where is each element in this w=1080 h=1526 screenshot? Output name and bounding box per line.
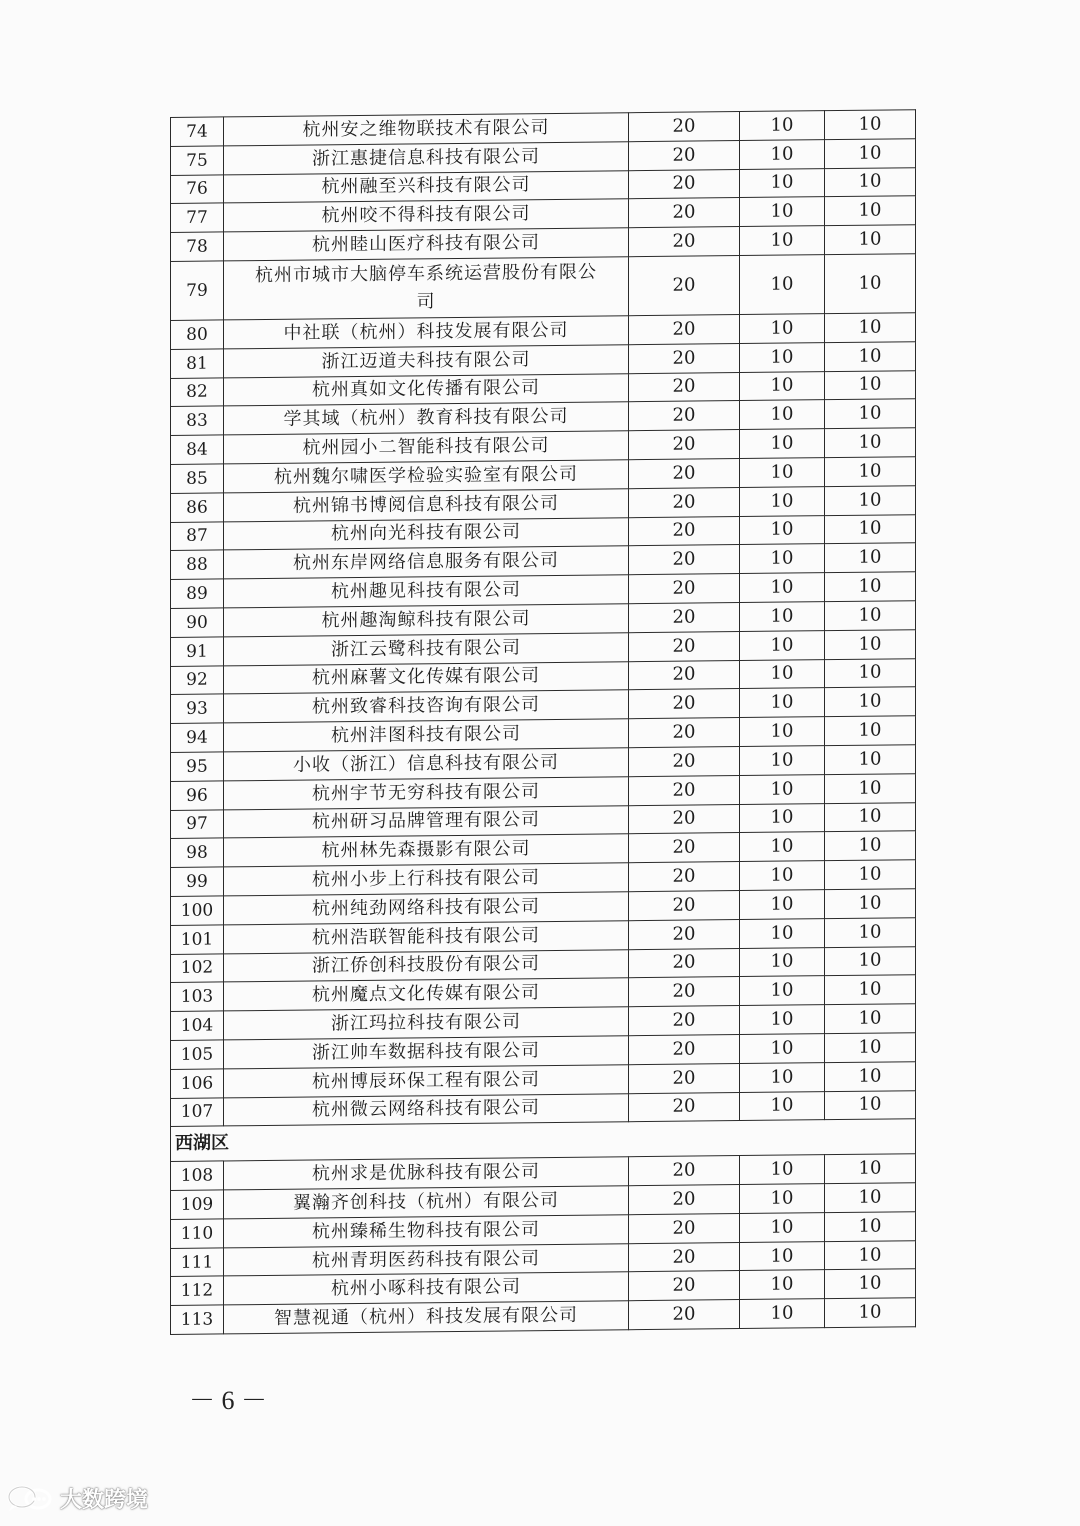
value-b: 10	[740, 168, 825, 198]
company-name: 杭州浩联智能科技有限公司	[224, 920, 629, 953]
company-name: 杭州微云网络科技有限公司	[224, 1093, 629, 1126]
company-name: 杭州求是优脉科技有限公司	[224, 1157, 629, 1190]
value-c: 10	[825, 110, 916, 140]
value-b: 10	[740, 890, 825, 920]
value-b: 10	[740, 573, 825, 603]
value-b: 10	[740, 255, 825, 315]
company-name: 智慧视通（杭州）科技发展有限公司	[224, 1301, 629, 1334]
value-c: 10	[825, 167, 916, 197]
company-name: 杭州趣见科技有限公司	[224, 575, 629, 608]
value-c: 10	[825, 1240, 916, 1270]
company-name: 杭州纯劲网络科技有限公司	[224, 892, 629, 925]
value-a: 20	[629, 833, 740, 863]
value-b: 10	[740, 602, 825, 632]
value-a: 20	[629, 1063, 740, 1093]
value-c: 10	[825, 1033, 916, 1063]
row-number: 113	[171, 1305, 224, 1334]
value-c: 10	[825, 1183, 916, 1213]
value-a: 20	[629, 775, 740, 805]
value-b: 10	[740, 111, 825, 141]
value-b: 10	[740, 1241, 825, 1271]
value-a: 20	[629, 1092, 740, 1122]
company-name: 杭州趣淘鲸科技有限公司	[224, 604, 629, 637]
value-b: 10	[740, 1062, 825, 1092]
value-b: 10	[740, 717, 825, 747]
row-number: 75	[171, 146, 224, 175]
row-number: 74	[171, 117, 224, 146]
value-c: 10	[825, 658, 916, 688]
value-a: 20	[629, 372, 740, 402]
value-a: 20	[629, 1156, 740, 1186]
row-number: 108	[171, 1161, 224, 1190]
value-c: 10	[825, 601, 916, 631]
company-name: 杭州东岸网络信息服务有限公司	[224, 546, 629, 579]
value-c: 10	[825, 428, 916, 458]
value-b: 10	[740, 659, 825, 689]
company-name: 杭州真如文化传播有限公司	[224, 373, 629, 406]
value-a: 20	[629, 1271, 740, 1301]
company-name: 杭州臻稀生物科技有限公司	[224, 1215, 629, 1248]
row-number: 76	[171, 175, 224, 204]
value-c: 10	[825, 138, 916, 168]
value-c: 10	[825, 1004, 916, 1034]
row-number: 107	[171, 1097, 224, 1126]
row-number: 87	[171, 522, 224, 551]
row-number: 89	[171, 579, 224, 608]
value-b: 10	[740, 688, 825, 718]
value-b: 10	[740, 1270, 825, 1300]
value-b: 10	[740, 976, 825, 1006]
value-c: 10	[825, 1298, 916, 1328]
company-name: 杭州小步上行科技有限公司	[224, 863, 629, 896]
value-b: 10	[740, 1213, 825, 1243]
value-a: 20	[629, 516, 740, 546]
company-name: 杭州魏尔啸医学检验实验室有限公司	[224, 460, 629, 493]
row-number: 109	[171, 1190, 224, 1219]
row-number: 104	[171, 1011, 224, 1040]
row-number: 101	[171, 925, 224, 954]
value-b: 10	[740, 400, 825, 430]
value-b: 10	[740, 630, 825, 660]
value-a: 20	[629, 1185, 740, 1215]
row-number: 97	[171, 809, 224, 838]
company-name: 杭州安之维物联技术有限公司	[224, 113, 629, 146]
value-b: 10	[740, 342, 825, 372]
company-name: 杭州博辰环保工程有限公司	[224, 1064, 629, 1097]
value-a: 20	[629, 545, 740, 575]
value-a: 20	[629, 660, 740, 690]
row-number: 99	[171, 867, 224, 896]
value-c: 10	[825, 1212, 916, 1242]
value-a: 20	[629, 1242, 740, 1272]
company-name: 杭州小啄科技有限公司	[224, 1272, 629, 1305]
value-a: 20	[629, 430, 740, 460]
row-number: 95	[171, 752, 224, 781]
value-b: 10	[740, 774, 825, 804]
value-c: 10	[825, 802, 916, 832]
company-name: 杭州研习品牌管理有限公司	[224, 805, 629, 838]
value-c: 10	[825, 889, 916, 919]
value-b: 10	[740, 1034, 825, 1064]
row-number: 110	[171, 1219, 224, 1248]
value-a: 20	[629, 1006, 740, 1036]
value-b: 10	[740, 486, 825, 516]
row-number: 92	[171, 665, 224, 694]
value-c: 10	[825, 745, 916, 775]
row-number: 94	[171, 723, 224, 752]
watermark-text: 大数跨境	[60, 1487, 149, 1513]
company-name: 杭州睦山医疗科技有限公司	[224, 228, 629, 261]
value-c: 10	[825, 1061, 916, 1091]
value-b: 10	[740, 515, 825, 545]
value-c: 10	[825, 399, 916, 429]
row-number: 96	[171, 781, 224, 810]
value-c: 10	[825, 196, 916, 226]
row-number: 106	[171, 1069, 224, 1098]
value-a: 20	[629, 689, 740, 719]
row-number: 90	[171, 608, 224, 637]
value-a: 20	[629, 890, 740, 920]
value-a: 20	[629, 112, 740, 142]
row-number: 111	[171, 1248, 224, 1277]
row-number: 85	[171, 464, 224, 493]
section-label: 西湖区	[171, 1119, 916, 1162]
value-b: 10	[740, 947, 825, 977]
company-table	[170, 109, 916, 1335]
value-a: 20	[629, 198, 740, 228]
value-b: 10	[740, 314, 825, 344]
value-c: 10	[825, 254, 916, 314]
value-a: 20	[629, 718, 740, 748]
value-a: 20	[629, 746, 740, 776]
company-name: 杭州麻薯文化传媒有限公司	[224, 661, 629, 694]
value-a: 20	[629, 487, 740, 517]
page-number: － 6 －	[188, 1386, 267, 1415]
row-number: 91	[171, 637, 224, 666]
table-container	[170, 109, 910, 1335]
company-name: 浙江帅车数据科技有限公司	[224, 1036, 629, 1069]
company-name: 浙江云鹭科技有限公司	[224, 632, 629, 665]
table-body-upper	[171, 110, 916, 1127]
company-name: 杭州宇节无穷科技有限公司	[224, 776, 629, 809]
value-b: 10	[740, 918, 825, 948]
value-c: 10	[825, 917, 916, 947]
value-a: 20	[629, 1034, 740, 1064]
company-name: 杭州园小二智能科技有限公司	[224, 431, 629, 464]
row-number: 84	[171, 435, 224, 464]
value-c: 10	[825, 716, 916, 746]
row-number: 100	[171, 896, 224, 925]
company-name: 浙江惠捷信息科技有限公司	[224, 141, 629, 174]
value-b: 10	[740, 861, 825, 891]
value-b: 10	[740, 226, 825, 256]
company-name: 浙江迈道夫科技有限公司	[224, 344, 629, 377]
value-b: 10	[740, 139, 825, 169]
value-b: 10	[740, 1299, 825, 1329]
row-number: 80	[171, 320, 224, 349]
company-name: 杭州向光科技有限公司	[224, 517, 629, 550]
company-name: 浙江玛拉科技有限公司	[224, 1007, 629, 1040]
row-number: 105	[171, 1040, 224, 1069]
value-c: 10	[825, 860, 916, 890]
value-b: 10	[740, 803, 825, 833]
value-c: 10	[825, 341, 916, 371]
value-a: 20	[629, 459, 740, 489]
row-number: 88	[171, 550, 224, 579]
value-c: 10	[825, 946, 916, 976]
value-b: 10	[740, 832, 825, 862]
value-b: 10	[740, 746, 825, 776]
value-c: 10	[825, 773, 916, 803]
company-name: 杭州锦书博阅信息科技有限公司	[224, 488, 629, 521]
value-c: 10	[825, 831, 916, 861]
company-name: 杭州青玥医药科技有限公司	[224, 1243, 629, 1276]
value-a: 20	[629, 343, 740, 373]
row-number: 93	[171, 694, 224, 723]
row-number: 103	[171, 982, 224, 1011]
company-name: 中社联（杭州）科技发展有限公司	[224, 316, 629, 349]
row-number: 79	[171, 261, 224, 321]
value-b: 10	[740, 371, 825, 401]
value-c: 10	[825, 313, 916, 343]
value-a: 20	[629, 602, 740, 632]
row-number: 112	[171, 1276, 224, 1305]
company-name: 杭州致睿科技咨询有限公司	[224, 690, 629, 723]
value-a: 20	[629, 977, 740, 1007]
value-c: 10	[825, 629, 916, 659]
value-c: 10	[825, 687, 916, 717]
value-a: 20	[629, 140, 740, 170]
value-b: 10	[740, 1155, 825, 1185]
company-name: 小收（浙江）信息科技有限公司	[224, 748, 629, 781]
value-c: 10	[825, 1090, 916, 1120]
row-number: 82	[171, 378, 224, 407]
value-a: 20	[629, 948, 740, 978]
table-row	[171, 254, 916, 321]
row-number: 81	[171, 349, 224, 378]
value-a: 20	[629, 401, 740, 431]
value-c: 10	[825, 543, 916, 573]
company-name: 杭州魔点文化传媒有限公司	[224, 978, 629, 1011]
value-c: 10	[825, 370, 916, 400]
value-b: 10	[740, 458, 825, 488]
value-a: 20	[629, 169, 740, 199]
value-a: 20	[629, 1300, 740, 1330]
value-b: 10	[740, 1184, 825, 1214]
company-name: 学其域（杭州）教育科技有限公司	[224, 402, 629, 435]
watermark	[6, 1478, 148, 1518]
company-name: 杭州市城市大脑停车系统运营股份有限公司	[224, 257, 629, 320]
company-name: 杭州沣图科技有限公司	[224, 719, 629, 752]
value-a: 20	[629, 804, 740, 834]
value-c: 10	[825, 485, 916, 515]
row-number: 102	[171, 953, 224, 982]
value-c: 10	[825, 514, 916, 544]
value-c: 10	[825, 1269, 916, 1299]
value-a: 20	[629, 315, 740, 345]
value-b: 10	[740, 1091, 825, 1121]
row-number: 83	[171, 406, 224, 435]
company-name: 杭州林先森摄影有限公司	[224, 834, 629, 867]
value-b: 10	[740, 197, 825, 227]
value-a: 20	[629, 1213, 740, 1243]
value-c: 10	[825, 1154, 916, 1184]
table-body-lower	[171, 1154, 916, 1335]
value-a: 20	[629, 227, 740, 257]
value-c: 10	[825, 975, 916, 1005]
row-number: 77	[171, 203, 224, 232]
row-number: 86	[171, 493, 224, 522]
value-a: 20	[629, 256, 740, 316]
value-b: 10	[740, 1005, 825, 1035]
value-c: 10	[825, 572, 916, 602]
chat-bubble-icon	[6, 1483, 54, 1513]
value-a: 20	[629, 862, 740, 892]
row-number: 78	[171, 232, 224, 261]
company-name: 杭州融至兴科技有限公司	[224, 170, 629, 203]
company-name: 杭州咬不得科技有限公司	[224, 199, 629, 232]
value-a: 20	[629, 574, 740, 604]
value-c: 10	[825, 225, 916, 255]
value-a: 20	[629, 631, 740, 661]
value-b: 10	[740, 544, 825, 574]
value-c: 10	[825, 457, 916, 487]
row-number: 98	[171, 838, 224, 867]
company-name: 翼瀚齐创科技（杭州）有限公司	[224, 1186, 629, 1219]
value-b: 10	[740, 429, 825, 459]
company-name: 浙江侨创科技股份有限公司	[224, 949, 629, 982]
value-a: 20	[629, 919, 740, 949]
